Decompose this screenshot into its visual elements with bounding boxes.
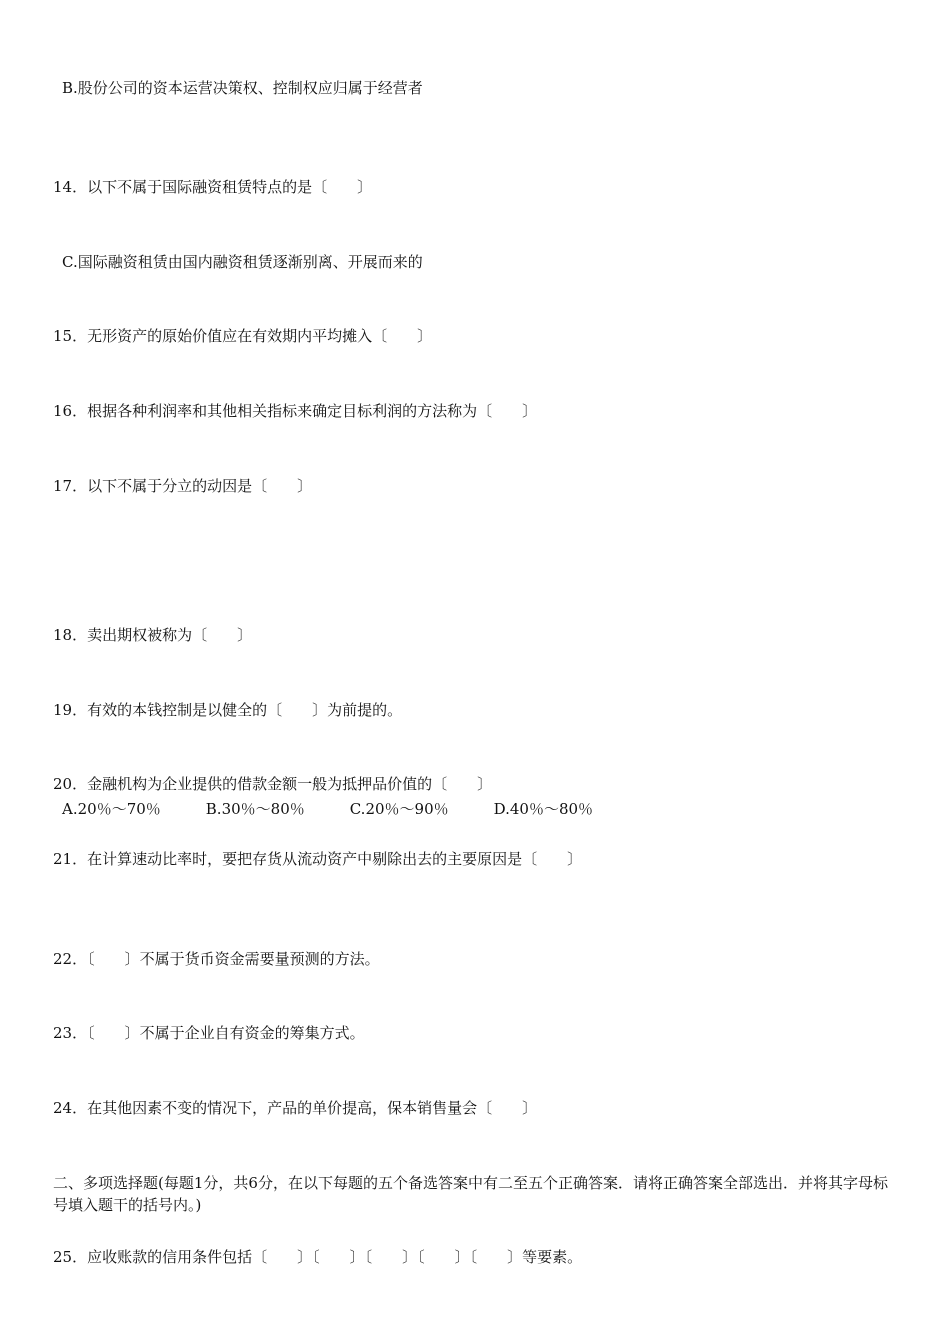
question-16: 16．根据各种利润率和其他相关指标来确定目标利润的方法称为〔 〕 [53,402,538,420]
question-20-options: A.20％～70％ B.30％～80％ C.20％～90％ D.40％～80％ [62,800,594,818]
section-2-heading: 二、多项选择题(每题1分，共6分，在以下每题的五个备选答案中有二至五个正确答案．请将正确答案全部选出．并将其字母标号填入题干的括号内。) [53,1174,888,1214]
question-22: 22．〔 〕不属于货币资金需要量预测的方法。 [53,950,380,968]
question-15: 15．无形资产的原始价值应在有效期内平均摊入〔 〕 [53,327,433,345]
question-24: 24．在其他因素不变的情况下，产品的单价提高，保本销售量会〔 〕 [53,1099,538,1117]
question-23: 23．〔 〕不属于企业自有资金的筹集方式。 [53,1024,365,1042]
question-21: 21．在计算速动比率时，要把存货从流动资产中剔除出去的主要原因是〔 〕 [53,850,583,868]
question-18: 18．卖出期权被称为〔 〕 [53,626,253,644]
question-25: 25．应收账款的信用条件包括〔 〕〔 〕〔 〕〔 〕〔 〕等要素。 [53,1248,583,1266]
question-14: 14．以下不属于国际融资租赁特点的是〔 〕 [53,178,373,196]
question-20: 20．金融机构为企业提供的借款金额一般为抵押品价值的〔 〕 [53,775,493,793]
question-17: 17．以下不属于分立的动因是〔 〕 [53,477,313,495]
option-c-line: C.国际融资租赁由国内融资租赁逐渐别离、开展而来的 [62,253,423,271]
option-b-line: B.股份公司的资本运营决策权、控制权应归属于经营者 [62,79,423,97]
question-19: 19．有效的本钱控制是以健全的〔 〕为前提的。 [53,701,403,719]
